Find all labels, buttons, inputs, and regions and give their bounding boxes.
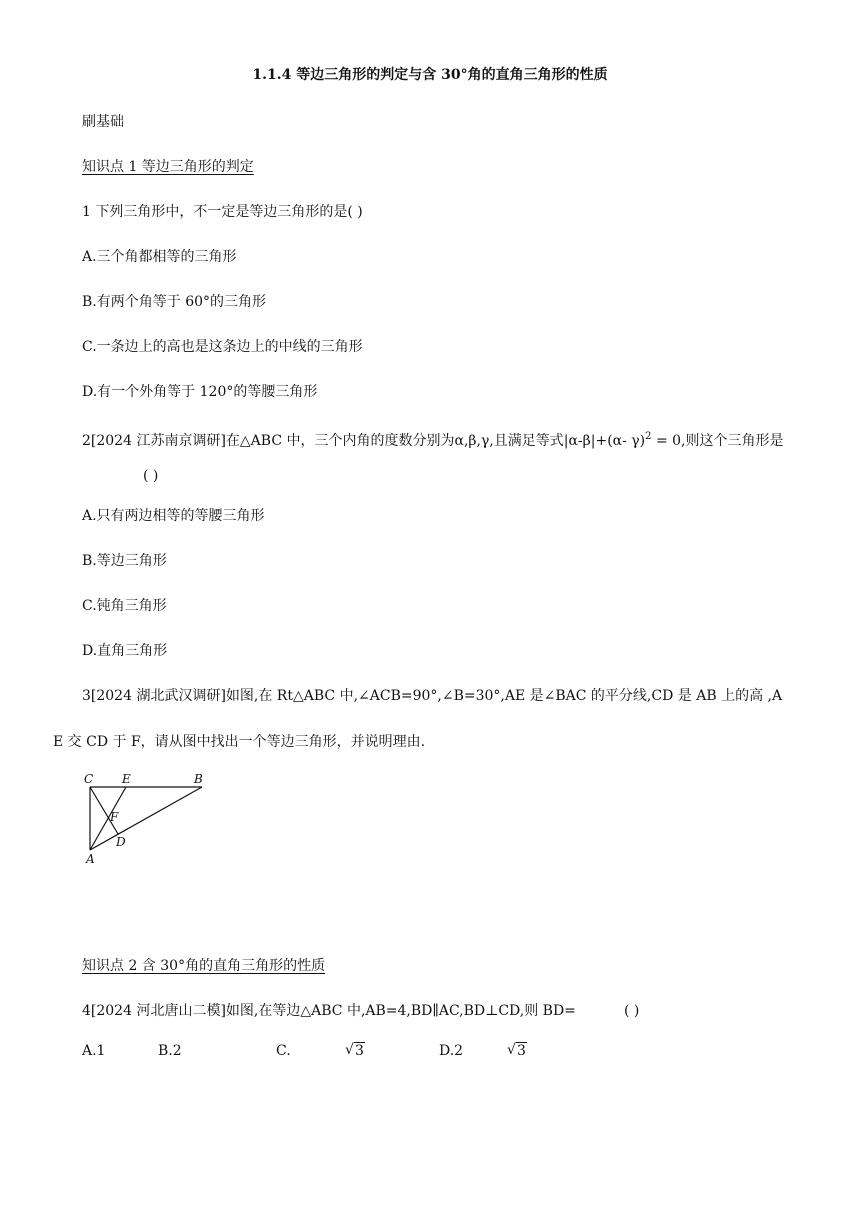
q2-option-b: B.等边三角形 bbox=[82, 553, 167, 569]
page-title: 1.1.4 等边三角形的判定与含 30°角的直角三角形的性质 bbox=[252, 67, 608, 83]
q1-option-c: C.一条边上的高也是这条边上的中线的三角形 bbox=[82, 339, 363, 355]
label-f: F bbox=[110, 810, 119, 824]
q4-option-a: A.1 bbox=[82, 1043, 106, 1059]
q1-option-b: B.有两个角等于 60°的三角形 bbox=[82, 294, 267, 310]
question-3-line-2: E 交 CD 于 F，请从图中找出一个等边三角形，并说明理由. bbox=[53, 734, 426, 750]
knowledge-point-1: 知识点 1 等边三角形的判定 bbox=[82, 159, 254, 175]
label-d: D bbox=[116, 835, 126, 849]
section-heading: 刷基础 bbox=[82, 114, 124, 130]
q2-stem-part-a: 2[2024 江苏南京调研]在△ABC 中，三个内角的度数分别为α,β,γ,且满足等式|α-β|+(α- γ) bbox=[82, 433, 646, 449]
segment-ab bbox=[90, 787, 202, 850]
q2-exponent: 2 bbox=[645, 431, 652, 442]
q4-answer-paren: ( ) bbox=[624, 1003, 640, 1019]
q4-option-c-radical bbox=[345, 1042, 365, 1060]
label-b: B bbox=[194, 772, 203, 786]
q3-triangle-figure bbox=[78, 770, 218, 870]
q1-option-d: D.有一个外角等于 120°的等腰三角形 bbox=[82, 384, 318, 400]
question-1-stem: 1 下列三角形中，不一定是等边三角形的是( ) bbox=[82, 204, 363, 220]
label-c: C bbox=[84, 772, 94, 786]
q4-option-d-radical bbox=[507, 1042, 527, 1060]
question-3-line-1: 3[2024 湖北武汉调研]如图,在 Rt△ABC 中,∠ACB=90°,∠B=30°,AE 是∠BAC 的平分线,CD 是 AB 上的高 ,A bbox=[82, 688, 783, 704]
q4-option-c-radicand: 3 bbox=[355, 1043, 364, 1059]
q2-option-c: C.钝角三角形 bbox=[82, 598, 167, 614]
question-4-stem: 4[2024 河北唐山二模]如图,在等边△ABC 中,AB=4,BD∥AC,BD⊥CD,则 BD= bbox=[82, 1003, 576, 1019]
knowledge-point-2: 知识点 2 含 30°角的直角三角形的性质 bbox=[82, 958, 326, 974]
question-2-stem bbox=[82, 428, 784, 450]
q2-answer-paren: ( ) bbox=[143, 468, 159, 484]
q4-option-d-radicand: 3 bbox=[517, 1043, 526, 1059]
q2-option-a: A.只有两边相等的等腰三角形 bbox=[82, 508, 265, 524]
label-a: A bbox=[86, 852, 95, 866]
q4-option-d-label: D.2 bbox=[439, 1043, 464, 1059]
q2-option-d: D.直角三角形 bbox=[82, 643, 168, 659]
label-e: E bbox=[122, 772, 131, 786]
q2-stem-part-b: = 0,则这个三角形是 bbox=[651, 433, 784, 449]
q4-option-c-label: C. bbox=[276, 1043, 291, 1059]
q4-option-b: B.2 bbox=[158, 1043, 182, 1059]
q1-option-a: A.三个角都相等的三角形 bbox=[82, 249, 237, 265]
